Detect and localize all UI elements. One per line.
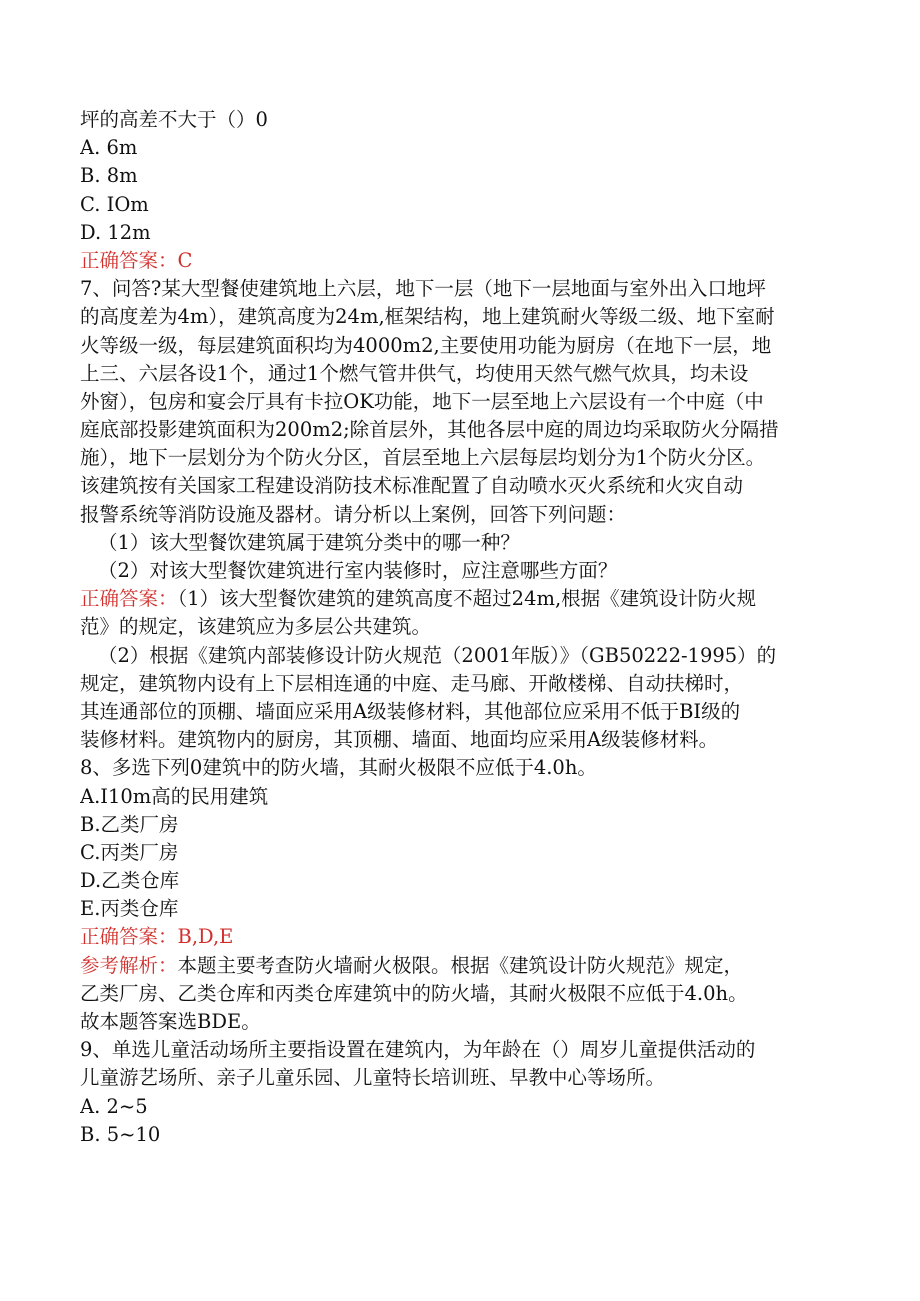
q7-answer-line: 范》的规定，该建筑应为多层公共建筑。 xyxy=(80,615,432,639)
q7-answer-line: 规定，建筑物内设有上下层相连通的中庭、走马廊、开敞楼梯、自动扶梯时， xyxy=(80,671,744,695)
q8-analysis-first xyxy=(80,952,850,980)
q7-stem-line: 外窗），包房和宴会厅具有卡拉OK功能，地下一层至地上六层设有一个中庭（中 xyxy=(80,389,764,413)
q7-answer-first xyxy=(80,585,850,613)
q9-option-a: A. 2~5 xyxy=(80,1094,148,1118)
answer-label: 正确答案： xyxy=(80,925,178,949)
q6-option-c: C. IOm xyxy=(80,192,149,216)
q7-stem-line: 的高度差为4m），建筑高度为24m,框架结构，地上建筑耐火等级二级、地下室耐 xyxy=(80,305,775,329)
q8-answer xyxy=(80,923,850,951)
q8-option-b: B.乙类厂房 xyxy=(80,812,179,836)
q7-stem-line: 报警系统等消防设施及器材。请分析以上案例，回答下列问题： xyxy=(80,502,627,526)
q8-option-a: A.I10m高的民用建筑 xyxy=(80,784,269,808)
q7-stem-line: 该建筑按有关国家工程建设消防技术标准配置了自动喷水灭火系统和火灾自动 xyxy=(80,474,744,498)
q9-stem-line: 9、单选儿童活动场所主要指设置在建筑内，为年龄在（）周岁儿童提供活动的 xyxy=(80,1038,756,1062)
q8-analysis-line: 故本题答案选BDE。 xyxy=(80,1010,261,1033)
q9-stem-line: 儿童游艺场所、亲子儿童乐园、儿童特长培训班、早教中心等场所。 xyxy=(80,1066,666,1090)
q7-sub-question-2: （2）对该大型餐饮建筑进行室内装修时，应注意哪些方面？ xyxy=(98,559,618,582)
q8-stem: 8、多选下列0建筑中的防火墙，其耐火极限不应低于4.0h。 xyxy=(80,756,597,780)
answer-text: （1）该大型餐饮建筑的建筑高度不超过24m,根据《建筑设计防火规 xyxy=(177,587,757,611)
answer-value: C xyxy=(177,248,193,272)
answer-label: 正确答案： xyxy=(80,587,178,611)
q7-stem-line: 7、问答?某大型餐使建筑地上六层，地下一层（地下一层地面与室外出入口地坪 xyxy=(80,277,766,301)
q7-sub-question-1: （1）该大型餐饮建筑属于建筑分类中的哪一种？ xyxy=(98,530,520,554)
q6-option-a: A. 6m xyxy=(80,136,138,160)
q8-analysis-line: 乙类厂房、乙类仓库和丙类仓库建筑中的防火墙，其耐火极限不应低于4.0h。 xyxy=(80,981,748,1005)
document-page xyxy=(80,106,850,1149)
analysis-label: 参考解析： xyxy=(80,953,178,977)
answer-value: B,D,E xyxy=(177,925,234,949)
q7-answer-line: 装修材料。建筑物内的厨房，其顶棚、墙面、地面均应采用A级装修材料。 xyxy=(80,728,719,752)
q6-answer xyxy=(80,247,850,275)
q6-stem-tail: 坪的高差不大于（）0 xyxy=(80,108,268,131)
analysis-text: 本题主要考查防火墙耐火极限。根据《建筑设计防火规范》规定， xyxy=(177,953,744,977)
q7-stem-line: 庭底部投影建筑面积为200m2;除首层外，其他各层中庭的周边均采取防火分隔措 xyxy=(80,418,779,442)
q9-option-b: B. 5~10 xyxy=(80,1122,161,1146)
q8-option-d: D.乙类仓库 xyxy=(80,869,180,893)
q7-answer-line: （2）根据《建筑内部装修设计防火规范（2001年版）》（GB50222-1995）的 xyxy=(98,643,777,667)
q6-option-b: B. 8m xyxy=(80,164,138,188)
q8-option-c: C.丙类厂房 xyxy=(80,840,179,864)
q7-answer-line: 其连通部位的顶棚、墙面应采用A级装修材料，其他部位应采用不低于BI级的 xyxy=(80,699,741,723)
q7-stem-line: 施），地下一层划分为个防火分区，首层至地上六层每层均划分为1个防火分区。 xyxy=(80,446,766,470)
q6-option-d: D. 12m xyxy=(80,220,151,244)
answer-label: 正确答案： xyxy=(80,248,178,272)
q7-stem-line: 火等级一级，每层建筑面积均为4000m2,主要使用功能为厨房（在地下一层，地 xyxy=(80,333,772,357)
q7-stem-line: 上三、六层各设1个，通过1个燃气管井供气，均使用天然气燃气炊具，均未设 xyxy=(80,361,749,385)
q8-option-e: E.丙类仓库 xyxy=(80,897,179,921)
